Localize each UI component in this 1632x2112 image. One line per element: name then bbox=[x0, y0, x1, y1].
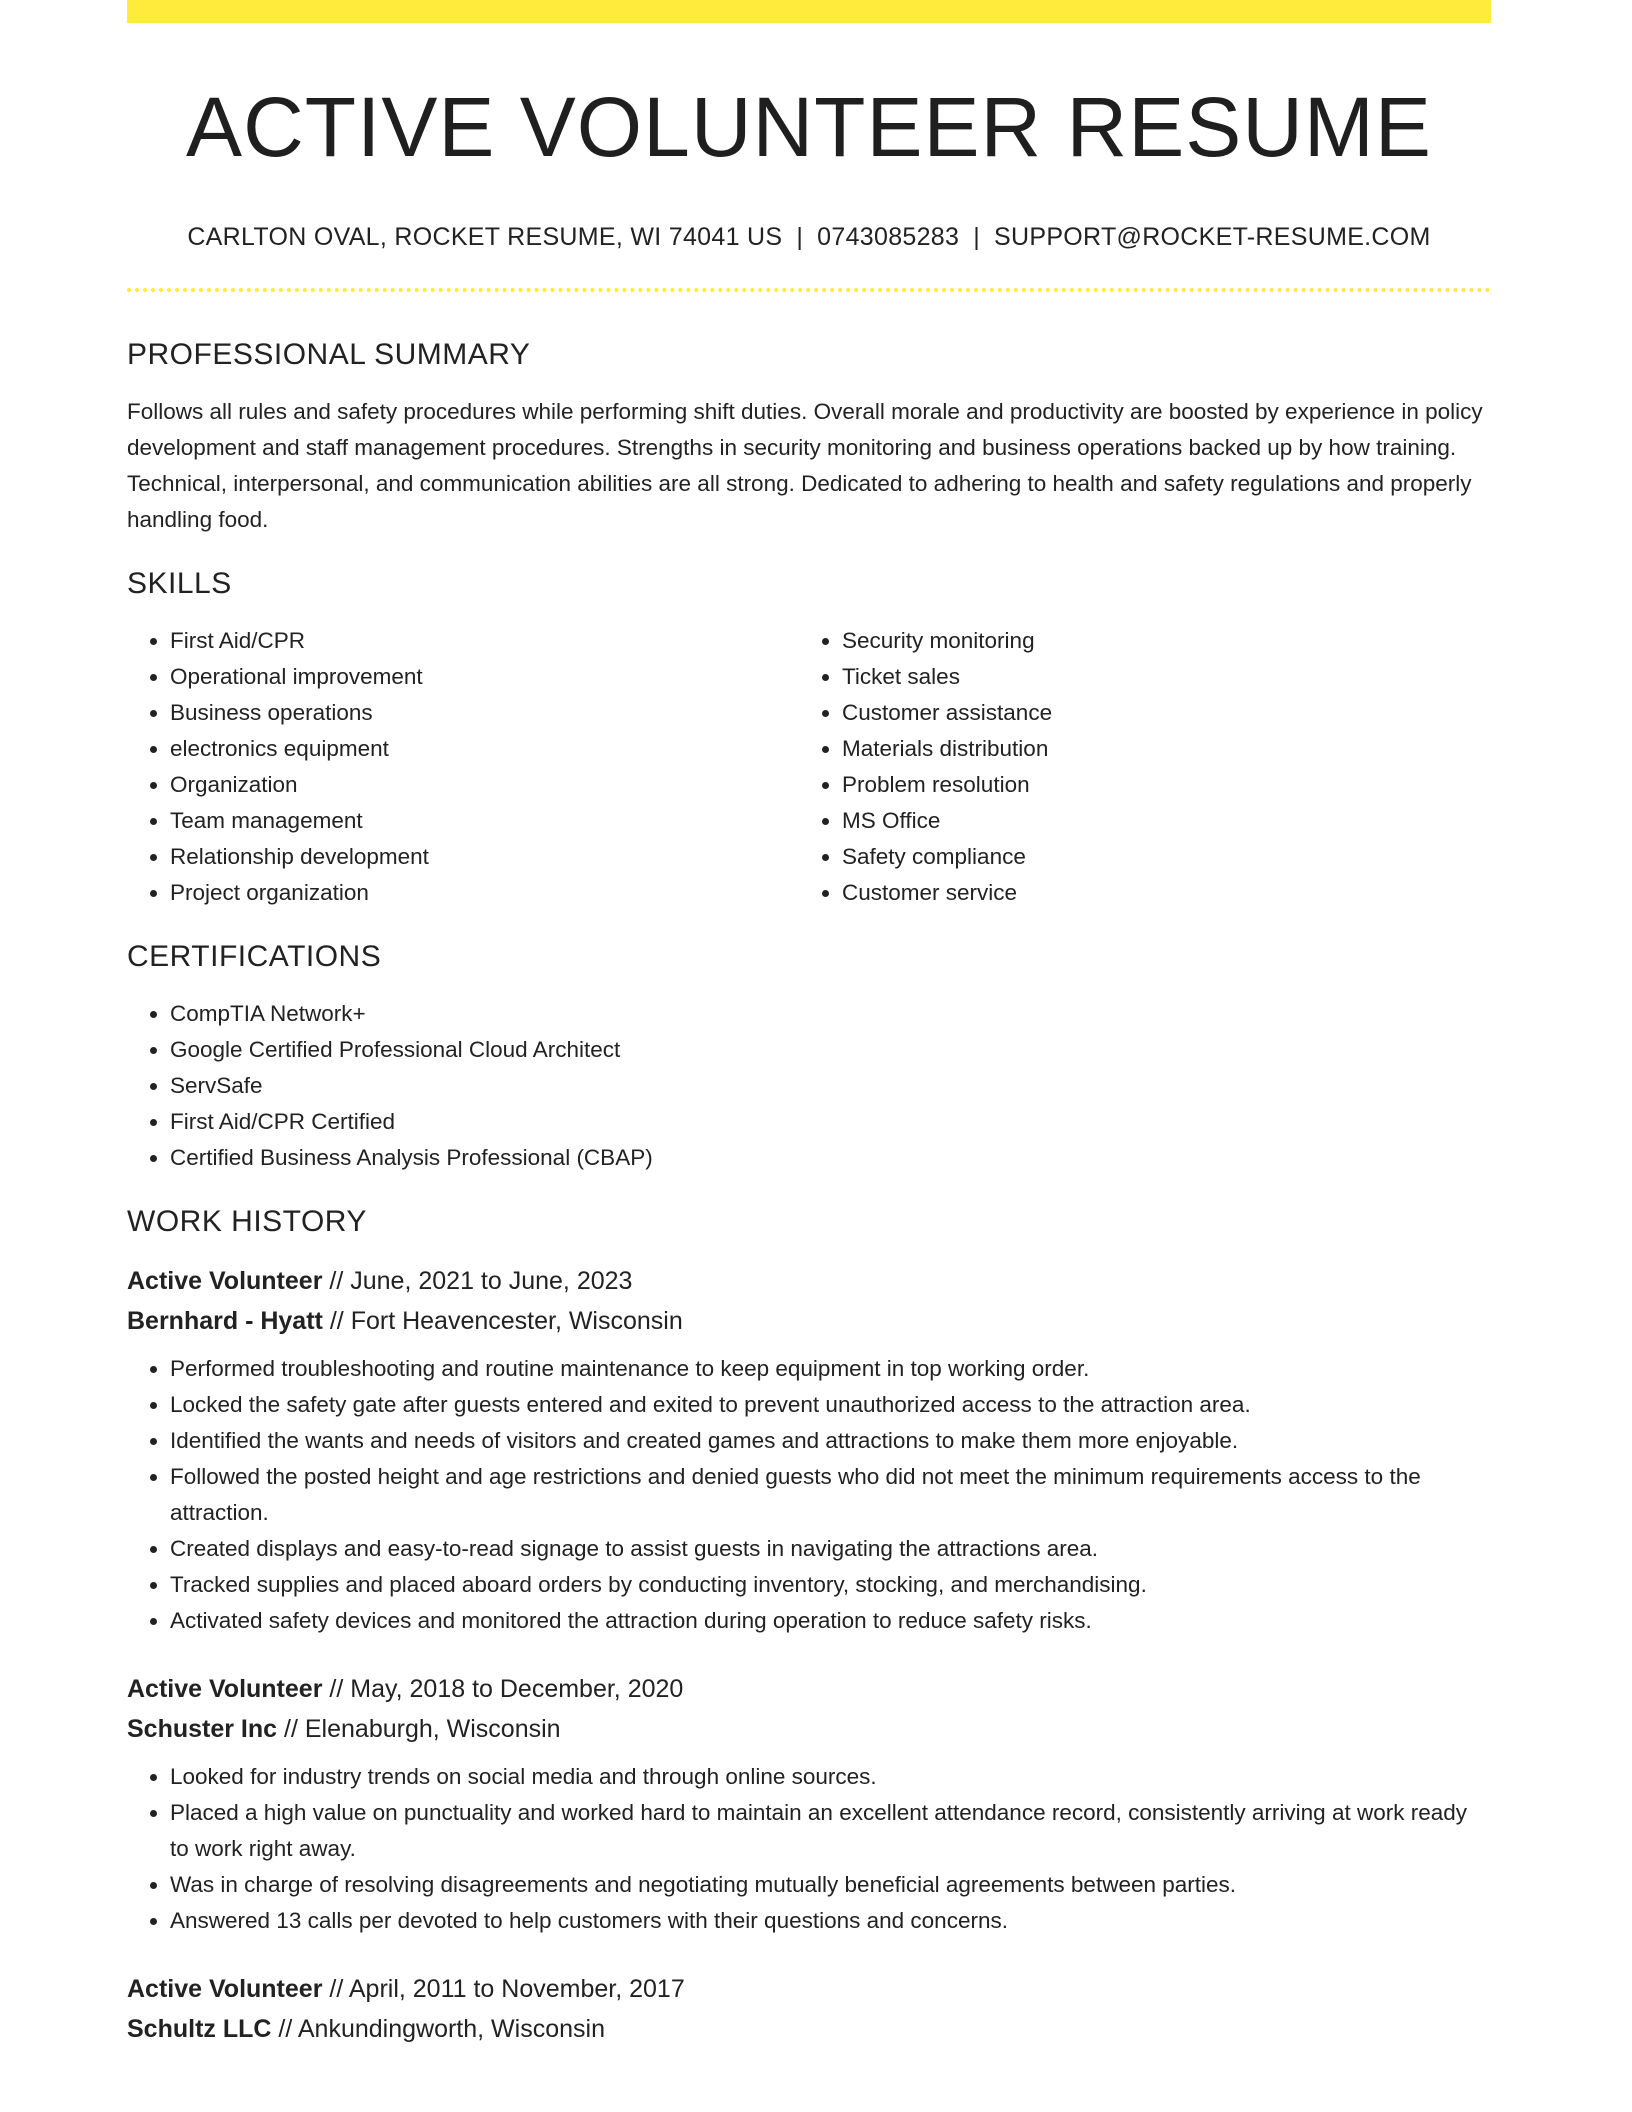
job-location: Ankundingworth, Wisconsin bbox=[297, 2015, 605, 2044]
job-location: Elenaburgh, Wisconsin bbox=[304, 1715, 561, 1744]
header-divider bbox=[127, 288, 1491, 292]
certification-item: • Certified Business Analysis Professional (CBAP) bbox=[170, 1140, 1491, 1176]
skill-item: • Relationship development bbox=[170, 839, 799, 875]
job-company-line bbox=[127, 1301, 1491, 1341]
skills-section bbox=[127, 567, 1491, 911]
job-bullet: • Locked the safety gate after guests entered and exited to prevent unauthorized access to the attraction area. bbox=[170, 1387, 1491, 1423]
job-dates: June, 2021 to June, 2023 bbox=[350, 1267, 633, 1296]
summary-heading: PROFESSIONAL SUMMARY bbox=[127, 338, 531, 372]
skill-item: • MS Office bbox=[842, 803, 1471, 839]
job-divider: // bbox=[329, 1267, 344, 1296]
job-entry bbox=[127, 1969, 1491, 2049]
job-entry bbox=[127, 1669, 1491, 1939]
job-divider: // bbox=[329, 1975, 344, 2004]
skills-list-right bbox=[799, 623, 1471, 911]
contact-phone: 0743085283 bbox=[817, 223, 960, 252]
skill-item: • Ticket sales bbox=[842, 659, 1471, 695]
summary-text: Follows all rules and safety procedures while performing shift duties. Overall morale and productivity are boosted by experience in policy development and staff management procedures. Strengths in security monitoring and business operations backed up by how training. Technical, interpersonal, and communication abilities are all strong. Dedicated to adhering to health and safety regulations and properly handling food. bbox=[127, 399, 1483, 533]
job-bullet: • Answered 13 calls per devoted to help customers with their questions and concerns. bbox=[170, 1903, 1491, 1939]
job-role: Active Volunteer bbox=[127, 1975, 323, 2004]
skills-heading: SKILLS bbox=[127, 567, 232, 601]
skill-item: • Organization bbox=[170, 767, 799, 803]
certification-item: • First Aid/CPR Certified bbox=[170, 1104, 1491, 1140]
summary-section bbox=[127, 338, 1491, 538]
skills-column-left bbox=[127, 623, 799, 911]
job-role-line bbox=[127, 1261, 1491, 1301]
skill-item: • Security monitoring bbox=[842, 623, 1471, 659]
certification-item: • CompTIA Network+ bbox=[170, 996, 1491, 1032]
contact-line bbox=[127, 223, 1491, 252]
job-dates: April, 2011 to November, 2017 bbox=[348, 1975, 685, 2004]
certification-item: • ServSafe bbox=[170, 1068, 1491, 1104]
contact-separator: | bbox=[796, 223, 804, 252]
skill-item: • Business operations bbox=[170, 695, 799, 731]
resume-title: ACTIVE VOLUNTEER RESUME bbox=[186, 80, 1432, 174]
job-bullet: • Activated safety devices and monitored the attraction during operation to reduce safety risks. bbox=[170, 1603, 1491, 1639]
job-role-line bbox=[127, 1969, 1491, 2009]
contact-address: CARLTON OVAL, ROCKET RESUME, WI 74041 US bbox=[187, 223, 783, 252]
skills-column-right bbox=[799, 623, 1471, 911]
top-accent-bar bbox=[127, 0, 1491, 23]
certification-item: • Google Certified Professional Cloud Architect bbox=[170, 1032, 1491, 1068]
skills-list-left bbox=[127, 623, 799, 911]
job-bullet: • Followed the posted height and age restrictions and denied guests who did not meet the minimum requirements access to the attraction. bbox=[170, 1459, 1491, 1531]
skill-item: • electronics equipment bbox=[170, 731, 799, 767]
job-entry bbox=[127, 1261, 1491, 1639]
job-divider: // bbox=[329, 1675, 344, 1704]
job-role-line bbox=[127, 1669, 1491, 1709]
job-role: Active Volunteer bbox=[127, 1267, 323, 1296]
job-role: Active Volunteer bbox=[127, 1675, 323, 1704]
skill-item: • Materials distribution bbox=[842, 731, 1471, 767]
work-history-section bbox=[127, 1205, 1491, 2049]
job-company: Bernhard - Hyatt bbox=[127, 1307, 323, 1336]
skills-grid bbox=[127, 623, 1491, 911]
certifications-section bbox=[127, 940, 1491, 1176]
certifications-list bbox=[127, 996, 1491, 1176]
skill-item: • Safety compliance bbox=[842, 839, 1471, 875]
job-bullet: • Identified the wants and needs of visitors and created games and attractions to make them more enjoyable. bbox=[170, 1423, 1491, 1459]
job-bullet: • Tracked supplies and placed aboard orders by conducting inventory, stocking, and merchandising. bbox=[170, 1567, 1491, 1603]
job-bullets bbox=[127, 1759, 1491, 1939]
job-divider: // bbox=[329, 1307, 344, 1336]
certifications-heading: CERTIFICATIONS bbox=[127, 940, 382, 974]
job-divider: // bbox=[278, 2015, 293, 2044]
work-history-heading: WORK HISTORY bbox=[127, 1205, 367, 1239]
job-bullet: • Was in charge of resolving disagreements and negotiating mutually beneficial agreements between parties. bbox=[170, 1867, 1491, 1903]
job-bullets bbox=[127, 1351, 1491, 1639]
skill-item: • Team management bbox=[170, 803, 799, 839]
skill-item: • First Aid/CPR bbox=[170, 623, 799, 659]
job-bullet: • Looked for industry trends on social media and through online sources. bbox=[170, 1759, 1491, 1795]
job-company-line bbox=[127, 2009, 1491, 2049]
contact-email: SUPPORT@ROCKET-RESUME.COM bbox=[994, 223, 1431, 252]
job-company: Schuster Inc bbox=[127, 1715, 278, 1744]
job-dates: May, 2018 to December, 2020 bbox=[350, 1675, 684, 1704]
job-company-line bbox=[127, 1709, 1491, 1749]
job-bullet: • Created displays and easy-to-read signage to assist guests in navigating the attractions area. bbox=[170, 1531, 1491, 1567]
job-bullet: • Performed troubleshooting and routine maintenance to keep equipment in top working order. bbox=[170, 1351, 1491, 1387]
skill-item: • Customer assistance bbox=[842, 695, 1471, 731]
skill-item: • Customer service bbox=[842, 875, 1471, 911]
job-bullet: • Placed a high value on punctuality and worked hard to maintain an excellent attendance record, consistently arriving at work ready to work right away. bbox=[170, 1795, 1491, 1867]
skill-item: • Problem resolution bbox=[842, 767, 1471, 803]
skill-item: • Project organization bbox=[170, 875, 799, 911]
job-location: Fort Heavencester, Wisconsin bbox=[350, 1307, 683, 1336]
job-company: Schultz LLC bbox=[127, 2015, 272, 2044]
skill-item: • Operational improvement bbox=[170, 659, 799, 695]
job-divider: // bbox=[284, 1715, 298, 1744]
resume-page bbox=[127, 0, 1491, 2049]
contact-separator: | bbox=[973, 223, 981, 252]
